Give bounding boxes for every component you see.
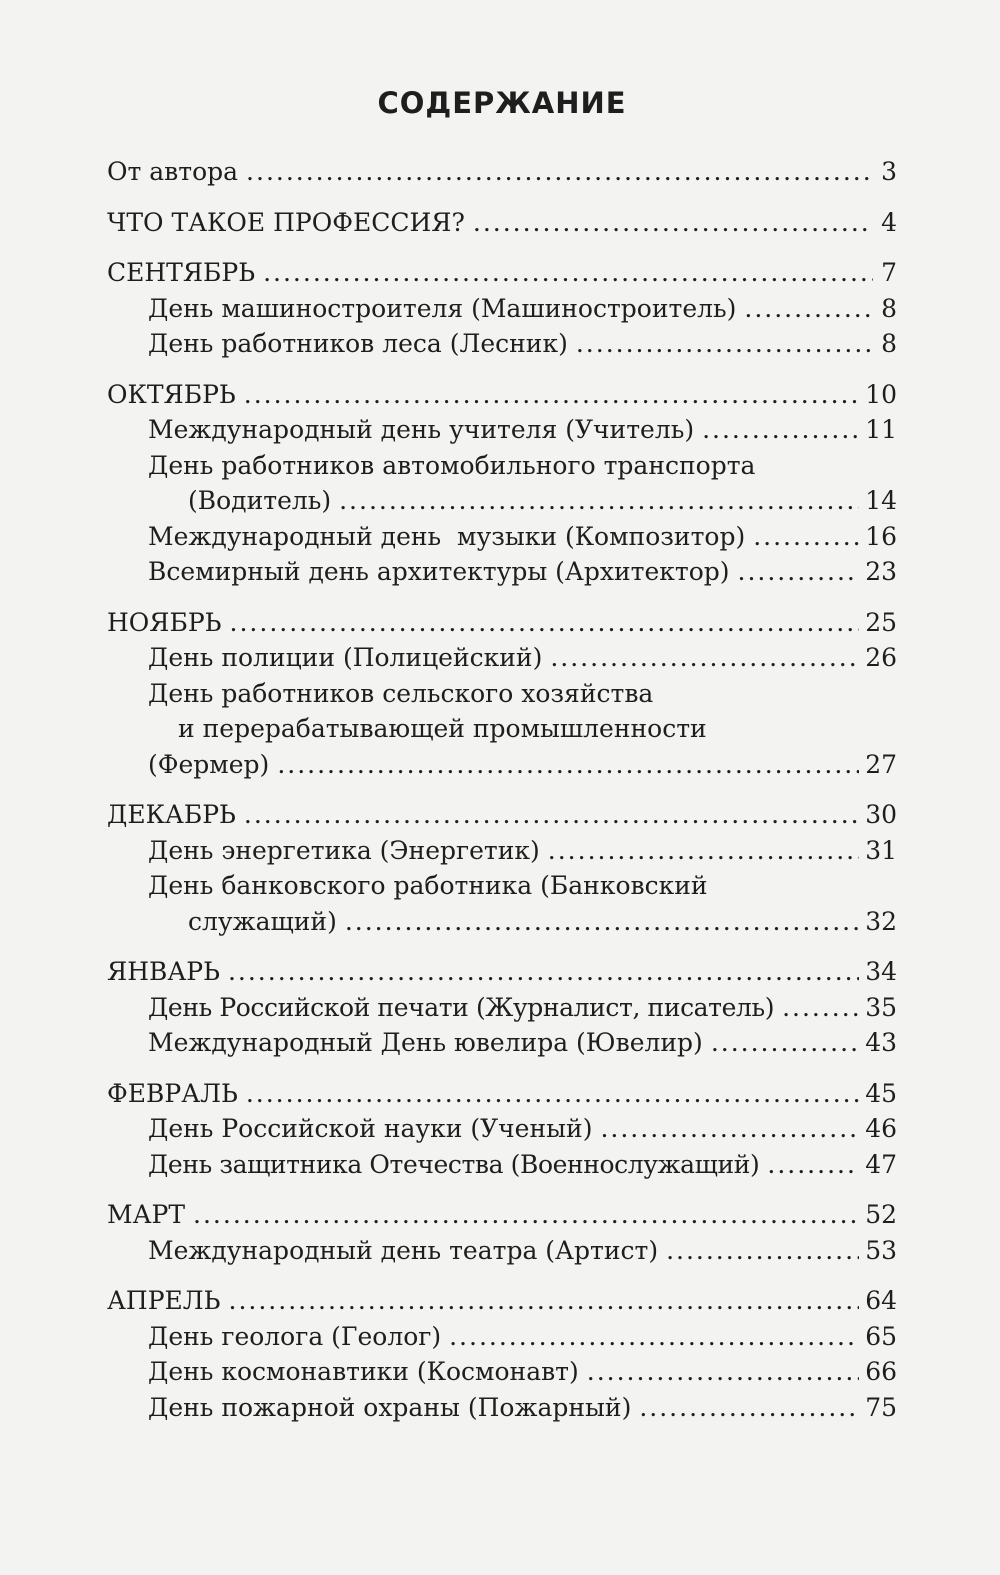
toc-entry-text: (Фермер) [148, 749, 270, 779]
toc-page-number: 66 [865, 1357, 897, 1386]
toc-entry-text: Международный день учителя (Учитель) [148, 415, 695, 444]
toc-page-number: 8 [881, 293, 897, 323]
toc-subentry [107, 1111, 897, 1147]
toc-page-number: 32 [865, 906, 897, 936]
toc-page-number: 43 [865, 1028, 897, 1057]
toc-subentry [107, 1390, 897, 1426]
toc-entry-text: ОКТЯБРЬ [107, 379, 236, 409]
toc-page-number: 30 [865, 800, 897, 829]
toc-subentry [107, 519, 897, 555]
toc-subentry [107, 291, 897, 327]
toc-month-heading [107, 954, 897, 990]
toc-entry-text: День пожарной охраны (Пожарный) [148, 1392, 632, 1422]
toc-section-january [107, 954, 897, 1061]
dot-leader [246, 154, 873, 190]
toc-subentry-line: День работников сельского хозяйства [148, 678, 654, 708]
toc-subentry-line: и перерабатывающей промышленности [178, 714, 707, 743]
dot-leader [738, 554, 860, 590]
toc-page-number: 10 [865, 379, 897, 409]
toc-entry-foreword [107, 154, 897, 190]
toc-subentry [107, 412, 897, 448]
toc-page-number: 7 [881, 258, 897, 287]
toc-subentry-line: День работников автомобильного транспорта [148, 450, 756, 480]
toc-section [107, 154, 897, 190]
toc-subentry-line: День банковского работника (Банковский [148, 871, 708, 900]
dot-leader [639, 1390, 859, 1426]
toc-page-number: 53 [865, 1235, 897, 1265]
dot-leader [753, 519, 859, 555]
toc-page-number: 35 [865, 992, 897, 1022]
toc-subentry [107, 1147, 897, 1183]
dot-leader [711, 1025, 859, 1061]
toc-subentry [107, 747, 897, 783]
page-title: СОДЕРЖАНИЕ [377, 86, 627, 120]
toc-subentry [107, 1233, 897, 1269]
dot-leader [229, 1283, 860, 1319]
toc-entry-what-is-profession [107, 205, 897, 241]
toc-page-number: 45 [865, 1078, 897, 1108]
dot-leader [576, 326, 873, 362]
toc-month-heading [107, 1076, 897, 1112]
toc-section-february [107, 1076, 897, 1183]
dot-leader [550, 640, 859, 676]
toc-page-number: 52 [865, 1200, 897, 1229]
toc-month-heading [107, 1283, 897, 1319]
toc-subentry [107, 554, 897, 590]
toc-page-number: 16 [865, 521, 897, 551]
toc-entry-text: (Водитель) [188, 486, 332, 515]
dot-leader [666, 1233, 859, 1269]
dot-leader [263, 255, 873, 291]
toc-entry-text: День энергетика (Энергетик) [148, 835, 540, 865]
dot-leader [782, 990, 859, 1026]
toc-page-number: 65 [865, 1321, 897, 1351]
dot-leader [449, 1319, 859, 1355]
toc-entry-text: От автора [107, 157, 239, 186]
toc-page-number: 4 [881, 207, 897, 237]
toc-section-october [107, 377, 897, 590]
toc-page-number: 11 [865, 415, 897, 444]
toc-page-number: 27 [865, 749, 897, 779]
toc-page-number: 3 [881, 157, 897, 186]
dot-leader [600, 1111, 859, 1147]
toc-entry-text: День космонавтики (Космонавт) [148, 1357, 579, 1386]
toc-subentry [107, 1025, 897, 1061]
toc-page-number: 46 [865, 1114, 897, 1143]
toc-subentry [107, 483, 897, 519]
toc-subentry [107, 640, 897, 676]
toc-section-december [107, 797, 897, 939]
toc-entry-text: ФЕВРАЛЬ [107, 1078, 238, 1108]
dot-leader [339, 483, 859, 519]
toc-entry-text: ЧТО ТАКОЕ ПРОФЕССИЯ? [107, 207, 465, 237]
dot-leader [193, 1197, 859, 1233]
toc-page-number: 75 [865, 1392, 897, 1422]
toc-section-november [107, 605, 897, 783]
dot-leader [244, 797, 859, 833]
dot-leader [548, 833, 859, 869]
toc-entry-text: МАРТ [107, 1200, 186, 1229]
toc-page-number: 34 [865, 957, 897, 986]
toc-entry-text: День полиции (Полицейский) [148, 643, 543, 672]
toc-month-heading [107, 797, 897, 833]
toc-entry-text: СЕНТЯБРЬ [107, 258, 256, 287]
toc-month-heading [107, 377, 897, 413]
toc-entry-text: День Российской печати (Журналист, писатель) [148, 992, 775, 1022]
toc-entry-text: Всемирный день архитектуры (Архитектор) [148, 557, 730, 586]
dot-leader [767, 1147, 859, 1183]
toc-subentry [107, 1319, 897, 1355]
dot-leader [473, 205, 873, 241]
dot-leader [744, 291, 873, 327]
toc-entry-text: День защитника Отечества (Военнослужащий) [148, 1149, 760, 1179]
toc-page-number: 14 [865, 486, 897, 515]
toc-entry-text: ЯНВАРЬ [107, 957, 220, 986]
toc-entry-text: АПРЕЛЬ [107, 1286, 221, 1315]
dot-leader [587, 1354, 859, 1390]
toc-page-number: 47 [865, 1149, 897, 1179]
dot-leader [228, 954, 859, 990]
toc-entry-text: Международный день театра (Артист) [148, 1235, 659, 1265]
toc-page-number: 8 [881, 329, 897, 358]
toc-subentry [107, 990, 897, 1026]
toc-entry-text: служащий) [188, 906, 337, 936]
toc-entry-text: День геолога (Геолог) [148, 1321, 442, 1351]
toc-page-number: 23 [865, 557, 897, 586]
toc-subentry [107, 326, 897, 362]
toc-entry-text: День Российской науки (Ученый) [148, 1114, 593, 1143]
toc-section-september [107, 255, 897, 362]
toc-entry-text: НОЯБРЬ [107, 607, 222, 637]
toc-month-heading [107, 1197, 897, 1233]
dot-leader [702, 412, 859, 448]
toc-subentry [107, 904, 897, 940]
dot-leader [230, 605, 860, 641]
dot-leader [246, 1076, 859, 1112]
toc-entry-text: Международный день музыки (Композитор) [148, 521, 746, 551]
toc-entry-text: День машиностроителя (Машиностроитель) [148, 293, 737, 323]
table-of-contents [107, 154, 897, 1440]
toc-entry-text: День работников леса (Лесник) [148, 329, 568, 358]
toc-page-number: 31 [865, 835, 897, 865]
toc-month-heading [107, 605, 897, 641]
toc-section [107, 205, 897, 241]
toc-subentry [107, 833, 897, 869]
toc-month-heading [107, 255, 897, 291]
toc-page-number: 64 [865, 1286, 897, 1315]
toc-section-april [107, 1283, 897, 1425]
toc-entry-text: ДЕКАБРЬ [107, 800, 236, 829]
toc-section-march [107, 1197, 897, 1268]
dot-leader [345, 904, 859, 940]
toc-page-number: 26 [865, 643, 897, 672]
toc-entry-text: Международный День ювелира (Ювелир) [148, 1028, 703, 1057]
dot-leader [277, 747, 859, 783]
toc-page-number: 25 [865, 607, 897, 637]
toc-subentry [107, 1354, 897, 1390]
document-page [107, 0, 897, 1575]
dot-leader [244, 377, 859, 413]
